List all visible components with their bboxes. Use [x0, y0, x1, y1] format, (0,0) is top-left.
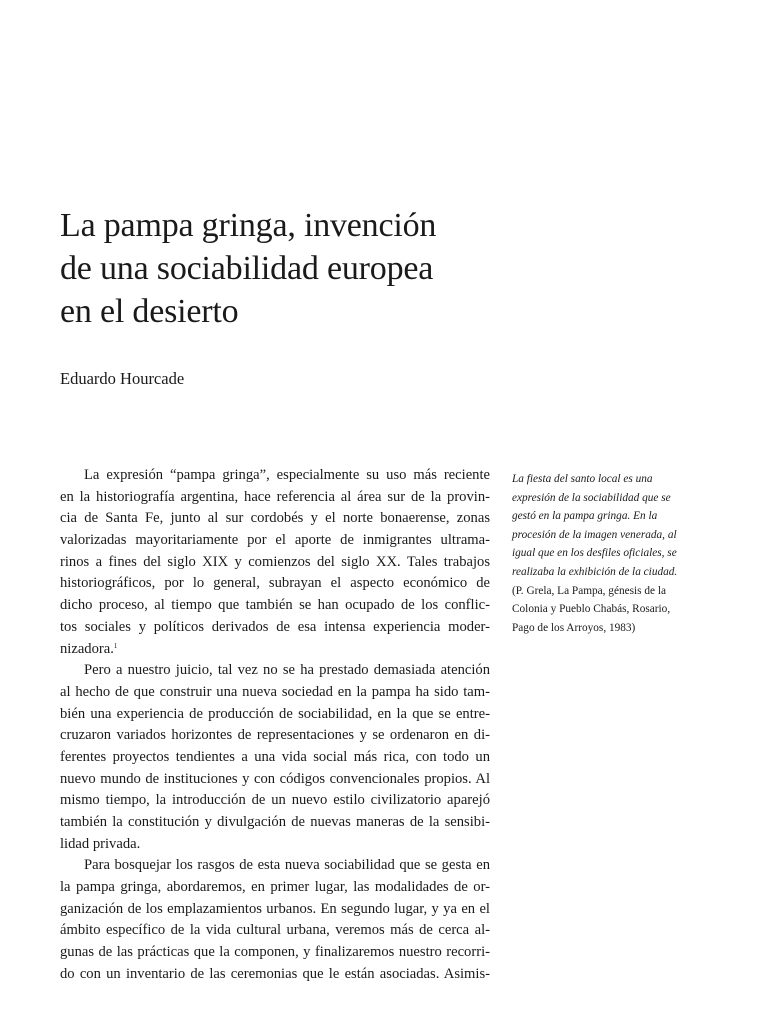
body-line: ganización de los emplazamientos urbanos. En segundo lugar, y ya en el — [60, 900, 490, 917]
body-line: lidad privada. — [60, 835, 141, 852]
caption-credit-line: Pago de los Arroyos, 1983) — [512, 621, 636, 634]
body-line: Pero a nuestro juicio, tal vez no se ha prestado demasiada atención — [84, 662, 490, 679]
title-line: de una sociabilidad europea — [60, 250, 434, 287]
body-line: valorizadas mayoritariamente por el aporte de inmigrantes ultrama- — [60, 532, 490, 549]
body-line: dicho proceso, al tiempo que también se han ocupado de los conflic- — [60, 597, 490, 614]
body-line: tos sociales y políticos derivados de esa intensa experiencia moder- — [60, 618, 490, 635]
image-caption — [512, 470, 702, 637]
body-line: cia de Santa Fe, junto al sur cordobés y el norte bonaerense, zonas — [60, 510, 490, 527]
caption-credit-line: Colonia y Pueblo Chabás, Rosario, — [512, 603, 671, 616]
body-line: ámbito específico de la vida cultural urbana, veremos más de cerca al- — [60, 922, 490, 939]
body-text — [60, 465, 490, 986]
body-line — [60, 639, 490, 661]
author-name: Eduardo Hourcade — [60, 369, 185, 388]
caption-credit-line: (P. Grela, La Pampa, génesis de la — [512, 584, 667, 597]
caption-line: gestó en la pampa gringa. En la — [512, 510, 658, 523]
body-line: gunas de las prácticas que la componen, y finalizaremos nuestro recorri- — [60, 944, 490, 961]
caption-line: expresión de la sociabilidad que se — [512, 491, 671, 504]
caption-line: igual que en los desfiles oficiales, se — [512, 547, 677, 560]
footnote-marker: 1 — [113, 641, 118, 650]
body-line: mismo tiempo, la introducción de un nuevo estilo civilizatorio aparejó — [60, 792, 490, 809]
body-line: nuevo mundo de instituciones y con códigos convencionales propios. Al — [60, 770, 490, 787]
body-line: ferentes proyectos tendientes a una vida social más rica, con todo un — [60, 748, 490, 765]
body-line: Para bosquejar los rasgos de esta nueva sociabilidad que se gesta en — [84, 857, 490, 874]
body-line-text: nizadora. — [60, 640, 114, 657]
caption-line: procesión de la imagen venerada, al — [512, 528, 677, 541]
body-line: también la constitución y divulgación de nuevas maneras de la sensibi- — [60, 814, 490, 830]
title-line: La pampa gringa, invención — [60, 207, 437, 244]
body-line: do con un inventario de las ceremonias que le están asociadas. Asimis- — [60, 965, 490, 982]
body-line: en la historiografía argentina, hace referencia al área sur de la provin- — [60, 488, 490, 505]
body-line: bién una experiencia de producción de sociabilidad, en la que se entre- — [60, 705, 490, 722]
body-line: la pampa gringa, abordaremos, en primer lugar, las modalidades de or- — [60, 879, 490, 896]
article-title — [60, 204, 500, 333]
body-line: La expresión “pampa gringa”, especialmente su uso más reciente — [84, 467, 490, 483]
body-line: rinos a fines del siglo XIX y comienzos del siglo XX. Tales trabajos — [60, 553, 490, 570]
caption-line: La fiesta del santo local es una — [512, 473, 653, 485]
title-line: en el desierto — [60, 293, 239, 330]
body-line: cruzaron variados horizontes de representaciones y se ordenaron en di- — [60, 727, 490, 744]
body-line: historiográficos, por lo general, subrayan el aspecto económico de — [60, 575, 490, 592]
caption-line: realizaba la exhibición de la ciudad. — [512, 565, 678, 578]
body-line: al hecho de que construir una nueva sociedad en la pampa ha sido tam- — [60, 683, 490, 700]
